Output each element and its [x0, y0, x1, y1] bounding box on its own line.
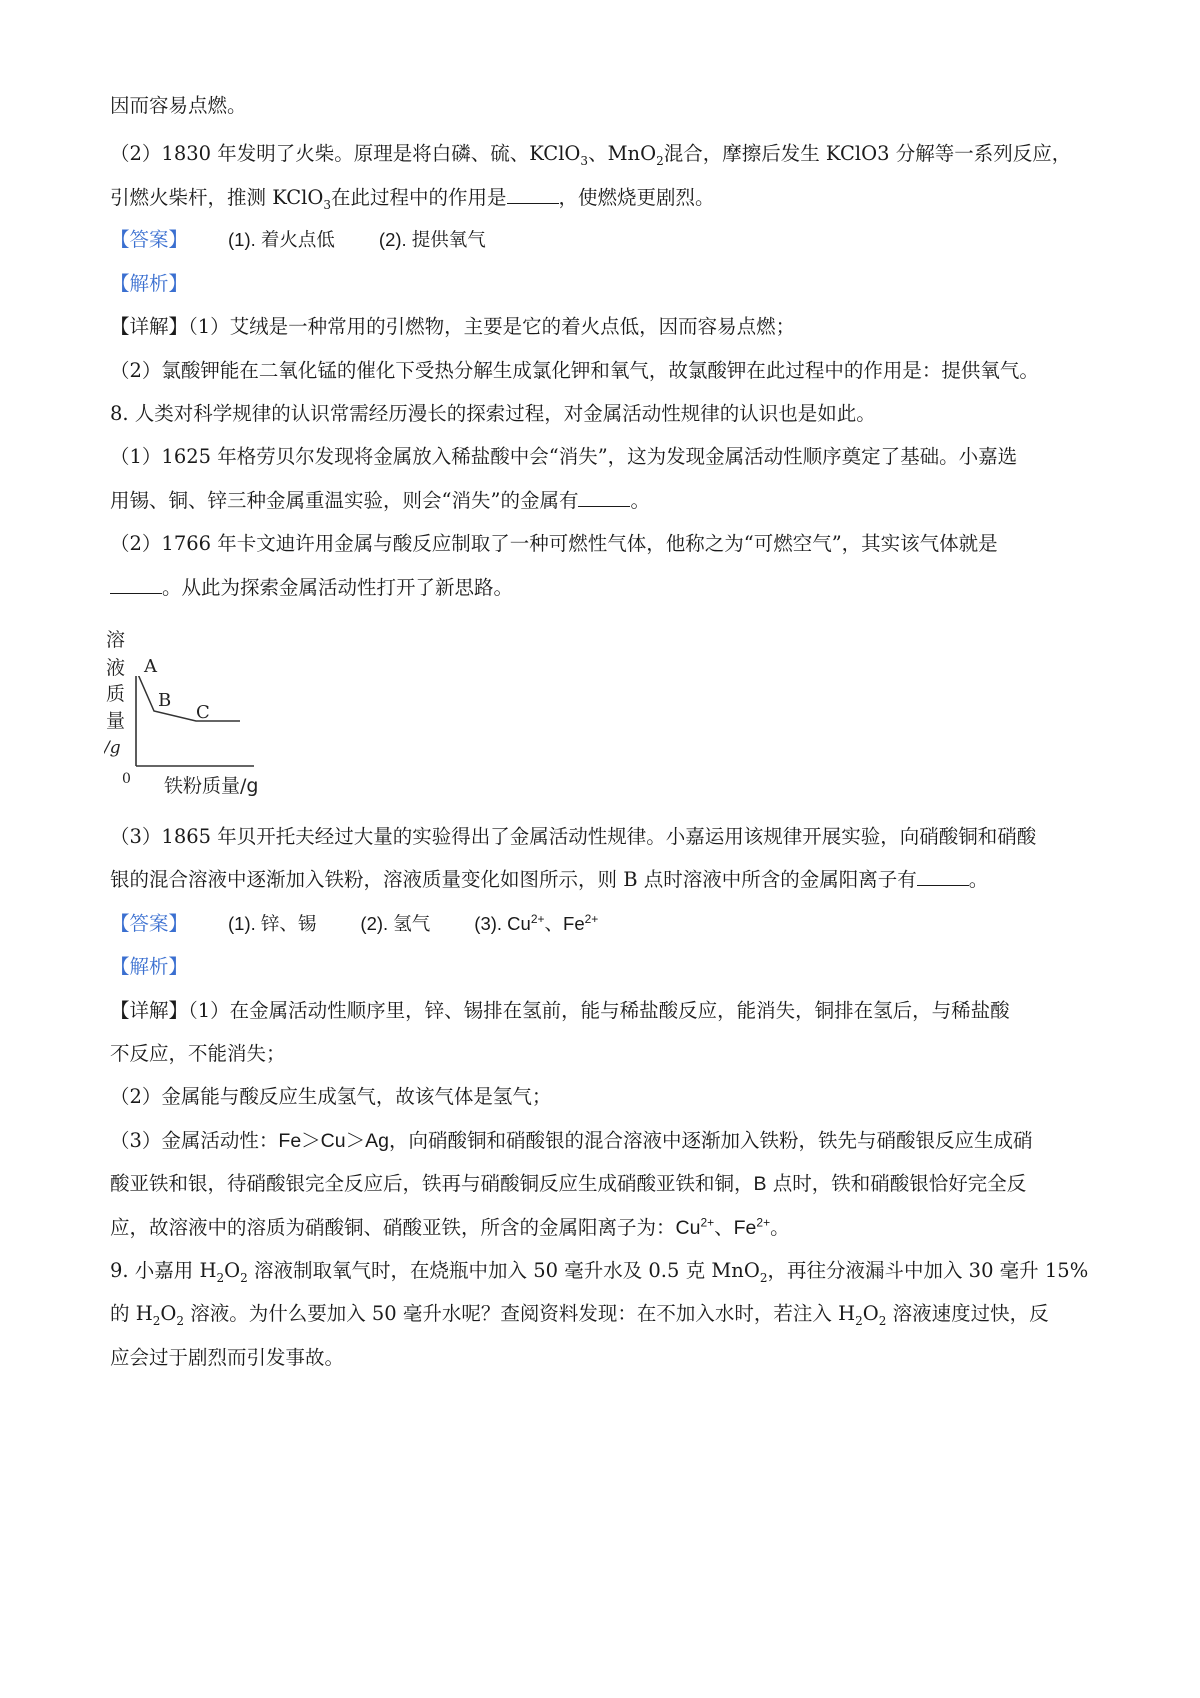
y-axis-label-char: 溶 [106, 629, 126, 651]
answer-item: (1). 着火点低 [228, 229, 335, 250]
q7-line-1: 因而容易点燃。 [110, 94, 247, 117]
q8-detail-2: （2）金属能与酸反应生成氢气，故该气体是氢气； [110, 1085, 552, 1108]
q8-answer [110, 910, 598, 938]
answer-blank [507, 185, 559, 204]
q8-analysis-label: 【解析】 [110, 955, 189, 978]
y-axis-label-char: 量 [106, 710, 126, 732]
answer-label: 【答案】 [110, 228, 189, 251]
point-label-a: A [144, 656, 157, 677]
q8-detail-3-line-2: 酸亚铁和银，待硝酸银完全反应后，铁再与硝酸铜反应生成硝酸亚铁和铜，B 点时，铁和硝酸银恰好完全反 [110, 1172, 1027, 1195]
answer-blank [578, 488, 630, 507]
point-label-b: B [158, 690, 172, 711]
answer-item: (2). 氢气 [360, 913, 431, 934]
q8-part1-line-2: 用锡、铜、锌三种金属重温实验，则会“消失”的金属有 。 [110, 489, 650, 512]
point-label-c: C [196, 702, 210, 723]
q8-detail-3-line-3: 应，故溶液中的溶质为硝酸铜、硝酸亚铁，所含的金属阳离子为：$Cu^{2+}$、$Fe^{2+}$。 [110, 1215, 790, 1239]
origin-label: 0 [122, 771, 131, 787]
answer-blank [917, 867, 969, 886]
q9-line-2: 的 $H_2O_2$ 溶液。为什么要加入 50 毫升水呢？查阅资料发现：在不加入水时，若注入 $H_2O_2$ 溶液速度过快，反 [110, 1302, 1049, 1328]
q8-part2-line-2: 。从此为探索金属活动性打开了新思路。 [110, 574, 513, 602]
x-axis-label: 铁粉质量/g [164, 775, 259, 797]
q8-intro: 8. 人类对科学规律的认识常需经历漫长的探索过程，对金属活动性规律的认识也是如此。 [110, 402, 876, 425]
q7-answer [110, 226, 486, 254]
q7-analysis-label: 【解析】 [110, 272, 189, 295]
answer-label: 【答案】 [110, 912, 189, 935]
q7-part2-line-1: （2）1830 年发明了火柴。原理是将白磷、硫、KClO$_3$、MnO$_2$混合，摩擦后发生 KClO3 分解等一系列反应， [110, 142, 1072, 168]
y-axis-label-char: 质 [106, 683, 126, 705]
q7-part2-line-2: 引燃火柴杆，推测 KClO$_3$在此过程中的作用是 ，使燃烧更剧烈。 [110, 186, 715, 212]
q8-part2-line-1: （2）1766 年卡文迪许用金属与酸反应制取了一种可燃性气体，他称之为“可燃空气”，其实该气体就是 [110, 532, 998, 555]
q9-line-1: 9. 小嘉用 $H_2O_2$ 溶液制取氧气时，在烧瓶中加入 50 毫升水及 0.5 克 MnO$_2$，再往分液漏斗中加入 30 毫升 15% [110, 1259, 1089, 1285]
y-axis-label-char: 液 [106, 657, 126, 679]
chart-labels [104, 620, 284, 805]
q7-detail-2: （2）氯酸钾能在二氧化锰的催化下受热分解生成氯化钾和氧气，故氯酸钾在此过程中的作用是：提供氧气。 [110, 359, 1039, 382]
q7-detail-1: 【详解】（1）艾绒是一种常用的引燃物，主要是它的着火点低，因而容易点燃； [110, 315, 796, 338]
q9-line-3: 应会过于剧烈而引发事故。 [110, 1346, 345, 1369]
q8-part1-line-1: （1）1625 年格劳贝尔发现将金属放入稀盐酸中会“消失”，这为发现金属活动性顺序奠定了基础。小嘉选 [110, 445, 1018, 468]
q8-detail-1-line-2: 不反应，不能消失； [110, 1042, 286, 1065]
y-axis-label-unit: /g [104, 738, 121, 758]
q8-part3-line-1: （3）1865 年贝开托夫经过大量的实验得出了金属活动性规律。小嘉运用该规律开展实验，向硝酸铜和硝酸 [110, 825, 1037, 848]
answer-item: (2). 提供氧气 [378, 229, 486, 250]
q8-detail-1-line-1: 【详解】（1）在金属活动性顺序里，锌、锡排在氢前，能与稀盐酸反应，能消失，铜排在氢后，与稀盐酸 [110, 999, 1010, 1022]
answer-item: (1). 锌、锡 [228, 913, 317, 934]
q8-detail-3-line-1: （3）金属活动性：Fe＞Cu＞Ag，向硝酸铜和硝酸银的混合溶液中逐渐加入铁粉，铁先与硝酸银反应生成硝 [110, 1129, 1033, 1152]
answer-blank [110, 575, 162, 594]
answer-item: (3). $Cu^{2+}$、$Fe^{2+}$ [474, 911, 599, 934]
q8-part3-line-2: 银的混合溶液中逐渐加入铁粉，溶液质量变化如图所示，则 B 点时溶液中所含的金属阳离子有 。 [110, 868, 989, 891]
